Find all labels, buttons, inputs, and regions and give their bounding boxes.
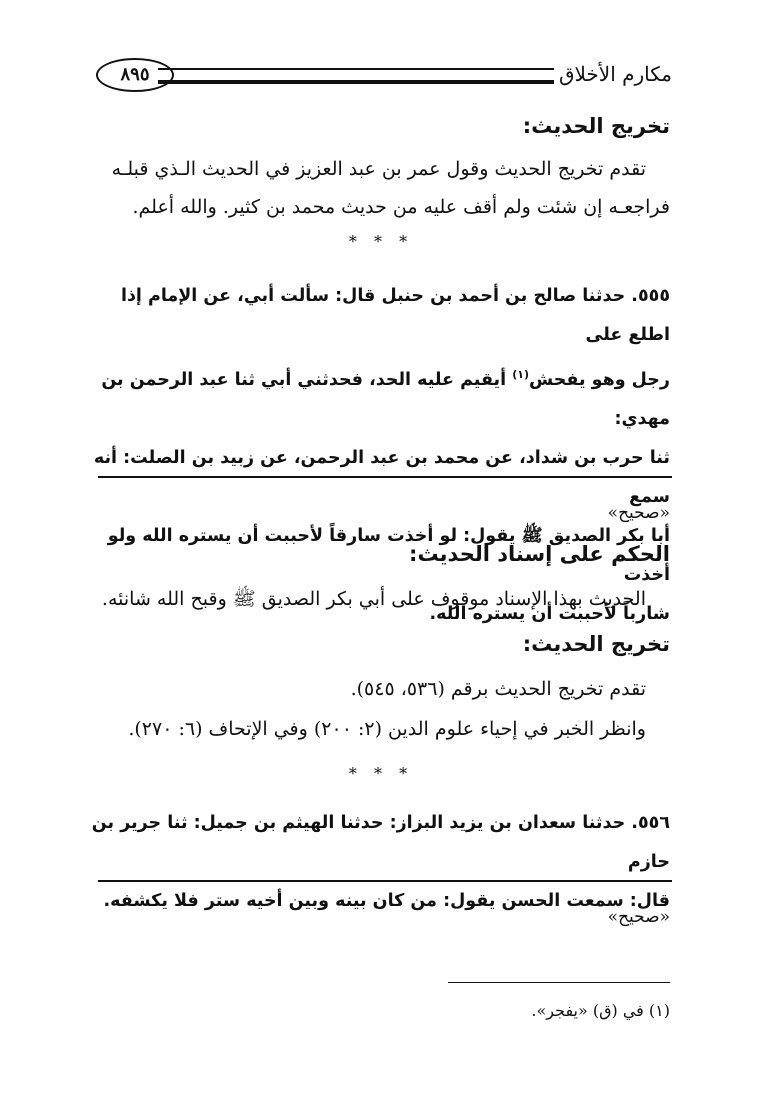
hadith-555-line-3: ثنا حرب بن شداد، عن محمد بن عبد الرحمن، عن زبيد بن الصلت: أنه سمع — [93, 447, 670, 507]
hadith-555-line-2a: رجل وهو يفحش — [529, 369, 670, 390]
section-heading-takhrij-1: تخريج الحديث: — [522, 114, 670, 138]
takhrij-line-2: وانظر الخبر في إحياء علوم الدين (٢: ٢٠٠) وفي الإتحاف (٦: ٢٧٠). — [128, 718, 646, 740]
section-heading-takhrij-2: تخريج الحديث: — [522, 632, 670, 656]
footnote-reference: (١) — [512, 368, 529, 381]
hadith-556-line-2: قال: سمعت الحسن يقول: من كان بينه وبين أخيه ستر فلا يكشفه. — [103, 891, 670, 911]
footnote-1: (١) في (ق) «يفجر». — [531, 1001, 670, 1020]
takhrij-line-1: تقدم تخريج الحديث برقم (٥٣٦، ٥٤٥). — [350, 678, 646, 700]
divider-rule-2 — [98, 880, 672, 882]
grade-sahih-2: «صحيح» — [607, 907, 670, 927]
separator-stars-2: * * * — [348, 764, 414, 783]
page-header — [96, 58, 672, 96]
divider-rule-1 — [98, 476, 672, 478]
separator-stars-1: * * * — [348, 232, 414, 251]
header-rule — [158, 68, 554, 84]
hadith-555-line-2 — [90, 355, 670, 439]
hadith-555-line-1: ٥٥٥. حدثنا صالح بن أحمد بن حنبل قال: سألت أبي، عن الإمام إذا اطلع على — [120, 286, 670, 345]
hadith-555-line-2b: أيقيم عليه الحد، فحدثني أبي ثنا عبد الرحمن بن مهدي: — [101, 369, 670, 429]
hukm-paragraph: الحديث بهذا الإسناد موقوف على أبي بكر الصديق ﷺ وقبح الله شانئه. — [101, 588, 646, 610]
hadith-555-line-4: أبا بكر الصديق ﷺ يقول: لو أخذت سارقاً لأحببت أن يستره الله ولو أخذت — [107, 525, 670, 585]
grade-sahih-1: «صحيح» — [607, 503, 670, 523]
page-number: ٨٩٥ — [96, 58, 174, 92]
footnote-separator — [448, 982, 670, 983]
hadith-556-line-1: ٥٥٦. حدثنا سعدان بن يزيد البزاز: حدثنا الهيثم بن جميل: ثنا جرير بن حازم — [91, 813, 670, 872]
takhrij-paragraph-1: تقدم تخريج الحديث وقول عمر بن عبد العزيز في الحديث الـذي قبلـه فراجعـه إن شئت ولم أقف عليه من حديث محمد بن كثير. والله أعلم. — [111, 158, 670, 218]
hadith-555-line-5: شارباً لأحببت أن يستره الله. — [429, 603, 670, 624]
book-title: مكارم الأخلاق — [558, 62, 672, 86]
section-heading-hukm: الحكم على إسناد الحديث: — [409, 542, 670, 566]
